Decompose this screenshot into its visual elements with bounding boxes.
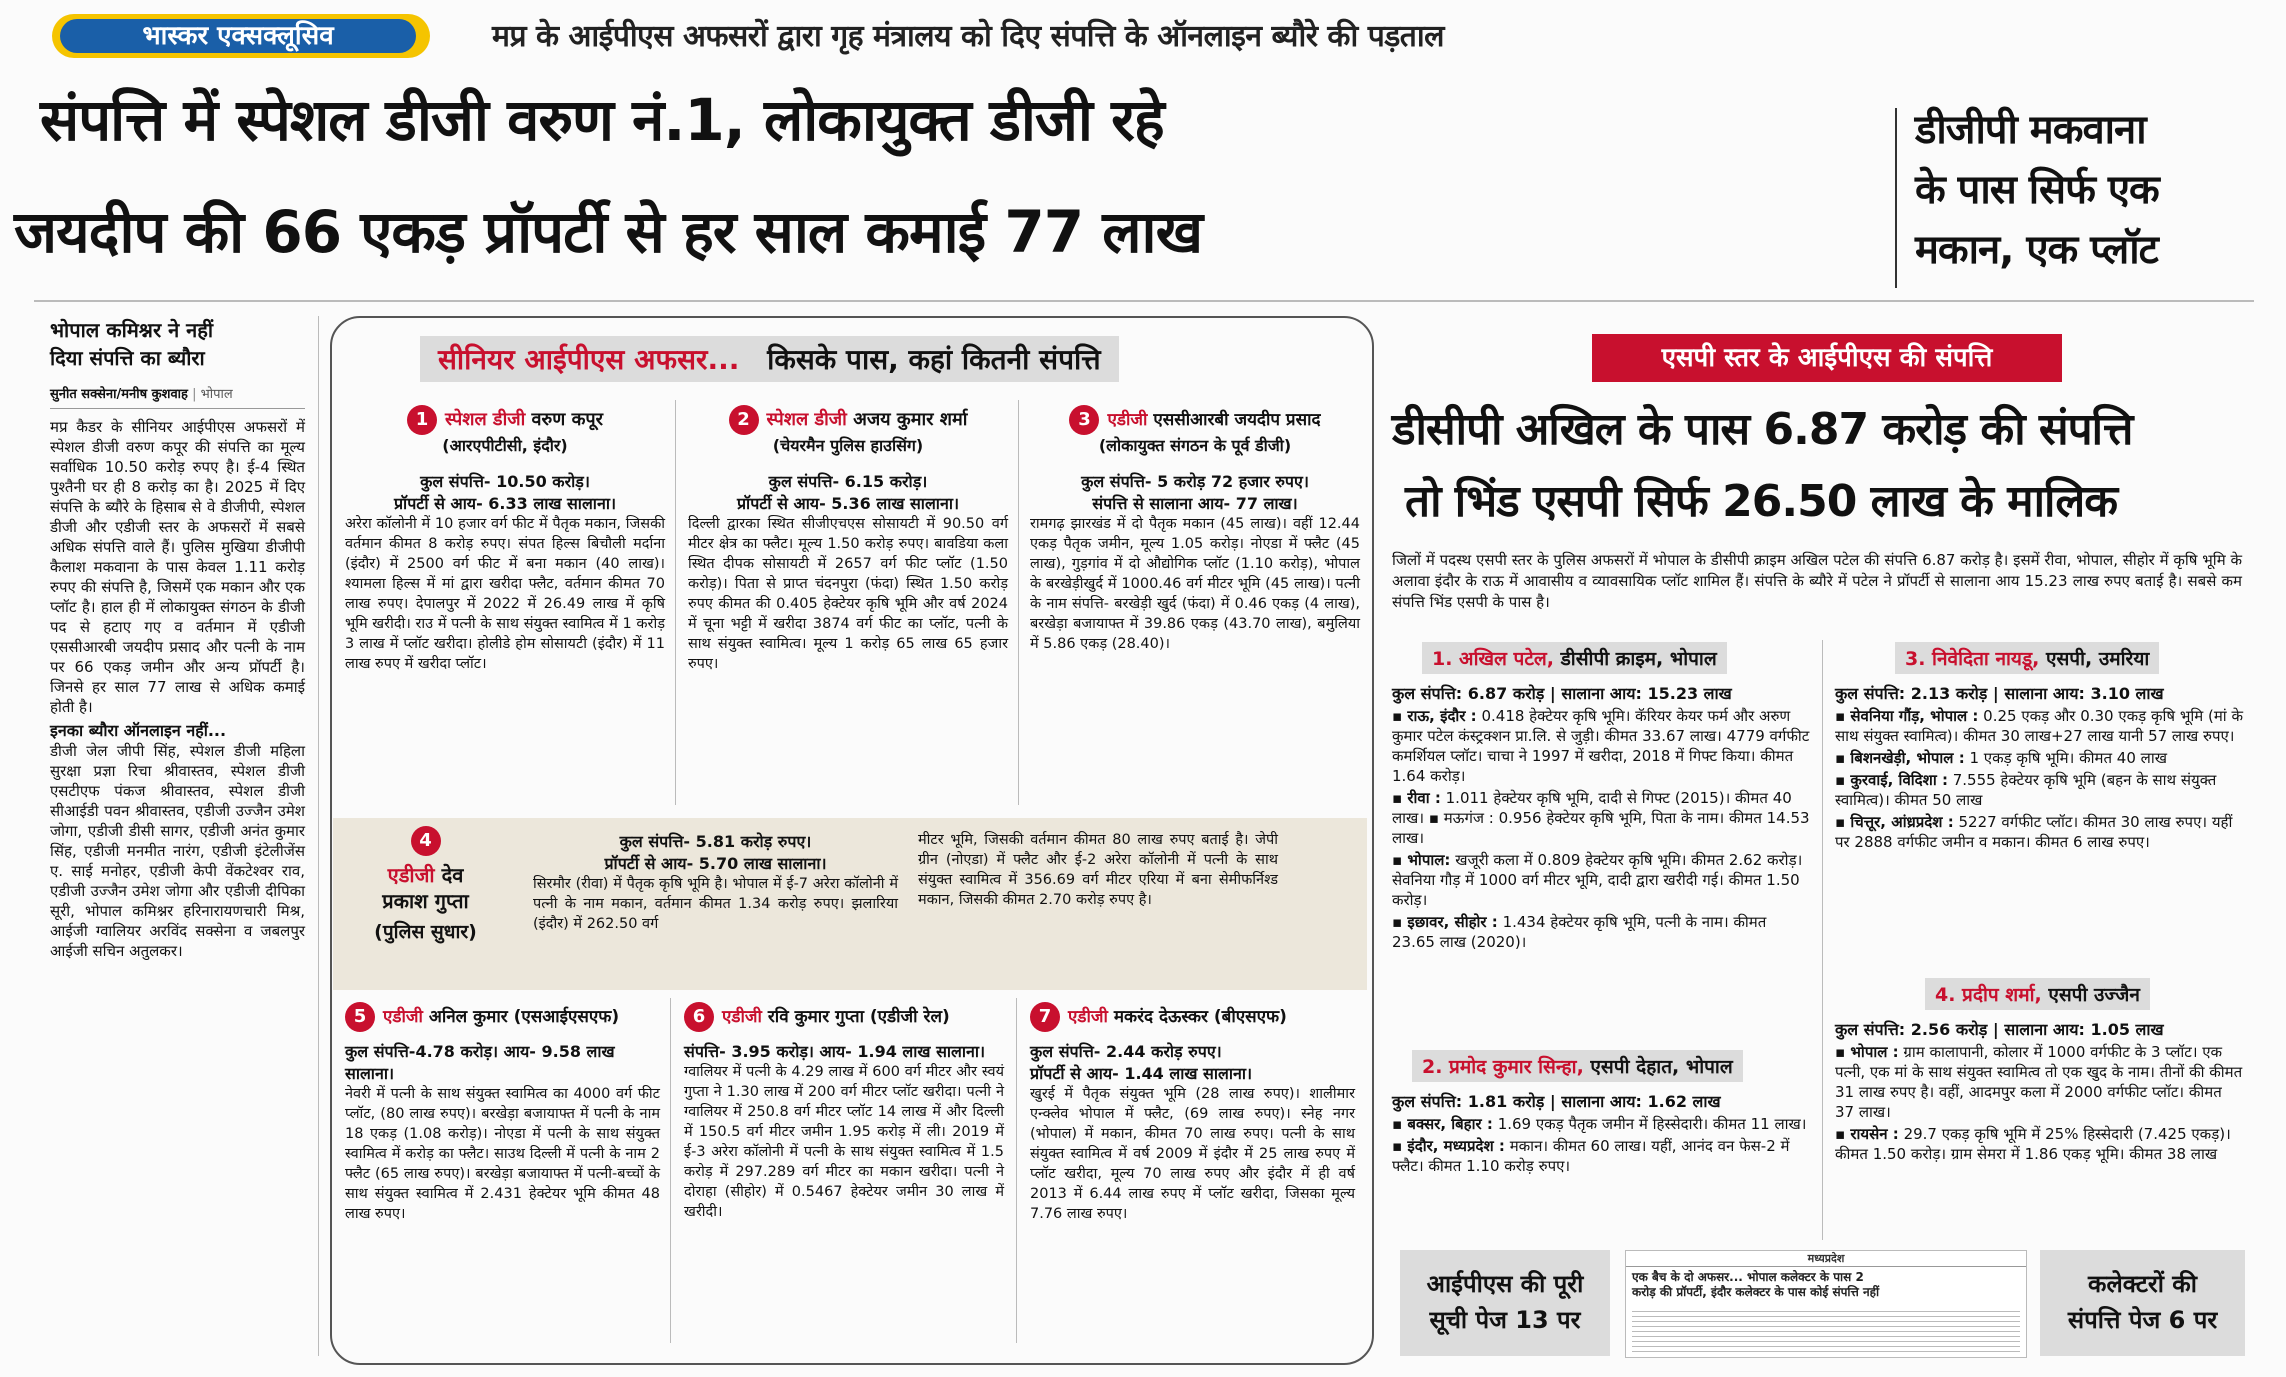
item-text: खजूरी कला में 0.809 हेक्टेयर कृषि भूमि। कीमत 2.62 करोड़। सेवनिया गौड़ में 1000 वर्ग मीटर भूमि, दादी द्वारा खरीदी गई। कीमत 1.50 करोड़।: [1392, 851, 1803, 909]
sp-officer-4-name: 4. प्रदीप शर्मा,: [1935, 984, 2042, 1006]
card-7-total: कुल संपत्ति- 2.44 करोड़ रुपए।: [1030, 1042, 1222, 1061]
item-place: ▪ भोपाल:: [1392, 851, 1450, 869]
item-place: ▪ भोपाल :: [1835, 1043, 1899, 1061]
footer-right-line-2: संपत्ति पेज 6 पर: [2067, 1306, 2218, 1334]
card-4-name-2: प्रकाश गुप्ता: [382, 889, 469, 913]
card-divider-3: [670, 998, 671, 1343]
left-story-title: [50, 316, 305, 372]
officer-card-3: [1030, 405, 1360, 654]
sp-officer-1-name: 1. अखिल पटेल,: [1432, 648, 1554, 670]
card-4-name-1: देव: [441, 863, 464, 887]
byline-separator: |: [192, 387, 197, 402]
card-7-title: [1030, 1002, 1355, 1032]
byline-authors: सुनीत सक्सेना/मनीष कुशवाह: [50, 387, 188, 402]
card-6-rank: एडीजी: [722, 1007, 762, 1027]
byline: [50, 384, 305, 409]
sp-officer-4: [1835, 978, 2245, 1166]
mini-page-headline: [1626, 1267, 2026, 1303]
card-2-title: [688, 405, 1008, 435]
card-5-body: नेवरी में पत्नी के साथ संयुक्त स्वामित्व का 4000 वर्ग फीट प्लॉट, (80 लाख रुपए)। बरखेड़ा बजायाफ्त में पत्नी के नाम 18 एकड़ (1.08 करोड़)। नोएडा में पत्नी के साथ संयुक्त स्वामित्व में करोड़ का फ्लैट। साउथ दिल्ली में पत्नी के नाम 2 फ्लैट (65 लाख रुपए)। बरखेड़ा बजायाफ्त में पत्नी-बच्चों के साथ संयुक्त स्वामित्व में 2.431 हेक्टेयर भूमि कीमत 48 लाख रुपए।: [345, 1086, 660, 1222]
card-1-body: अरेरा कॉलोनी में 10 हजार वर्ग फीट में पैतृक मकान, जिसकी वर्तमान कीमत 8 करोड़ रुपए। संपत हिल्स बिचौली मर्दाना (इंदौर) में 2500 वर्ग फीट में बना मकान (40 लाख)। श्यामला हिल्स में मां द्वारा खरीदा फ्लैट, वर्तमान कीमत 70 लाख रुपए। देपालपुर में 2022 में 26.49 लाख में कृषि भूमि खरीदी। राउ में पत्नी के साथ संयुक्त स्वामित्व में 1 करोड़ 3 लाख में प्लॉट खरीदा। होलीडे होम सोसायटी (इंदौर) में 11 लाख रुपए में खरीदा प्लॉट।: [345, 516, 665, 672]
sp-officer-3-item-4: [1835, 812, 2245, 852]
mini-page-headline-1: एक बैच के दो अफसर... भोपाल कलेक्टर के पास 2: [1632, 1270, 1864, 1284]
card-divider-2: [1018, 400, 1019, 805]
sp-officer-1-total: कुल संपत्ति: 6.87 करोड़ | सालाना आय: 15.23 लाख: [1392, 684, 1732, 703]
side-headline-line-2: के पास सिर्फ एक: [1915, 167, 2159, 213]
mini-page-label: मध्यप्रदेश: [1626, 1251, 2026, 1267]
card-2-body: दिल्ली द्वारका स्थित सीजीएचएस सोसायटी में 90.50 वर्ग मीटर क्षेत्र का फ्लैट। मूल्य 1.50 करोड़ रुपए। बावडिया कला स्थित दीपक सोसायटी में 2657 वर्ग फीट प्लॉट (1.50 करोड़)। पिता से प्राप्त चंदनपुरा (फंदा) स्थित 1.50 करोड़ रुपए कीमत की 0.405 हेक्टेयर कृषि भूमि और वर्ष 2024 में चूना भट्टी में खरीदा 3874 वर्ग फीट का प्लॉट, पत्नी के साथ संयुक्त स्वामित्व। मूल्य 1 करोड़ 65 लाख 65 हजार रुपए।: [688, 516, 1008, 672]
card-4-post: (पुलिस सुधार): [374, 921, 477, 943]
sp-officer-2-item-2: [1392, 1136, 1812, 1176]
item-place: ▪ बक्सर, बिहार :: [1392, 1115, 1493, 1133]
exclusive-badge-inner: [60, 19, 416, 53]
card-1-name: वरुण कपूर: [531, 409, 603, 430]
item-place: ▪ इछावर, सीहोर :: [1392, 913, 1498, 931]
sp-officer-3-item-2: [1835, 748, 2245, 768]
card-1-income: प्रॉपर्टी से आय- 6.33 लाख सालाना।: [393, 494, 617, 513]
top-rule: [34, 300, 2254, 302]
footer-left-box: [1400, 1250, 1610, 1356]
item-text: 7.555 हेक्टेयर कृषि भूमि (बहन के साथ संयुक्त स्वामित्व)। कीमत 50 लाख: [1835, 771, 2217, 809]
card-5-total: कुल संपत्ति-4.78 करोड़। आय- 9.58 लाख सालाना।: [345, 1042, 615, 1083]
card-7-number: 7: [1030, 1002, 1060, 1032]
card-6-name: रवि कुमार गुप्ता (एडीजी रेल): [767, 1007, 950, 1027]
sp-officer-4-item-2: [1835, 1124, 2245, 1164]
card-4-label: [343, 826, 508, 946]
item-place: ▪ बिशनखेड़ी, भोपाल :: [1835, 749, 1965, 767]
sp-officer-1-item-2: [1392, 788, 1812, 848]
card-3-total: कुल संपत्ति- 5 करोड़ 72 हजार रुपए।: [1081, 472, 1309, 491]
item-place: ▪ इंदौर, मध्यप्रदेश :: [1392, 1137, 1505, 1155]
item-place: ▪ सेवनिया गौंड़, भोपाल :: [1835, 707, 1978, 725]
sp-officer-1: [1392, 642, 1812, 954]
card-6-body: ग्वालियर में पत्नी के 4.29 लाख में 600 वर्ग मीटर और स्वयं गुप्ता ने 1.30 लाख में 200 वर्ग मीटर प्लॉट खरीदा। पत्नी ने ग्वालियर में 250.8 वर्ग मीटर प्लॉट 14 लाख में और दिल्ली में 150.5 वर्ग मीटर जमीन 1.95 करोड़ में ली। 2019 में ई-3 अरेरा कॉलोनी में पत्नी के साथ संयुक्त स्वामित्व में 1.5 करोड़ में 297.289 वर्ग मीटर का मकान खरीदा। पत्नी ने दोराहा (सीहोर) में 0.5467 हेक्टेयर जमीन 30 लाख में खरीदी।: [684, 1064, 1004, 1220]
footer-right-box: [2040, 1250, 2245, 1356]
card-6-title: [684, 1002, 1004, 1032]
sp-officer-3-head: [1895, 642, 2159, 674]
card-7-income: प्रॉपर्टी से आय- 1.44 लाख सालाना।: [1030, 1064, 1253, 1083]
senior-box-title-black: किसके पास, कहां कितनी संपत्ति: [767, 343, 1101, 376]
officer-card-2: [688, 405, 1008, 674]
side-headline-line-1: डीजीपी मकवाना: [1915, 107, 2146, 153]
sp-officer-2: [1392, 1050, 1812, 1178]
card-4-col-a: [533, 830, 898, 934]
sp-officer-2-head: [1412, 1050, 1743, 1082]
exclusive-badge-text: भास्कर एक्सक्लूसिव: [142, 21, 334, 51]
card-4-col-b: मीटर भूमि, जिसकी वर्तमान कीमत 80 लाख रुपए बताई है। जेपी ग्रीन (नोएडा) में फ्लैट और ई-2 अरेरा कॉलोनी में पत्नी के साथ संयुक्त स्वामित्व में 356.69 वर्ग मीटर एरिया में बना सेमीफर्निश्ड मकान, जिसकी कीमत 2.70 करोड़ रुपए है।: [918, 832, 1278, 908]
sp-officer-4-item-1: [1835, 1042, 2245, 1122]
sp-officer-3: [1835, 642, 2245, 854]
card-4-rank: एडीजी: [387, 863, 435, 887]
left-story-subhead: इनका ब्यौरा ऑनलाइन नहीं...: [50, 721, 227, 740]
sp-officer-1-item-3: [1392, 850, 1812, 910]
column-divider-left: [318, 316, 319, 1356]
card-3-number: 3: [1069, 405, 1099, 435]
sp-officer-4-head: [1925, 978, 2150, 1010]
card-1-post: (आरएपीटीसी, इंदौर): [442, 436, 568, 455]
card-3-rank: एडीजी: [1107, 410, 1148, 430]
sp-officer-2-name: 2. प्रमोद कुमार सिन्हा,: [1422, 1056, 1584, 1078]
sp-banner-text: एसपी स्तर के आईपीएस की संपत्ति: [1661, 343, 1993, 373]
footer-right-line-1: कलेक्टरों की: [2088, 1270, 2197, 1298]
item-place: ▪ कुरवाई, विदिशा :: [1835, 771, 1948, 789]
item-text: 1.434 हेक्टेयर कृषि भूमि, पत्नी के नाम। कीमत 23.65 लाख (2020)।: [1392, 913, 1767, 951]
sp-officer-3-item-1: [1835, 706, 2245, 746]
card-4-income: प्रॉपर्टी से आय- 5.70 लाख सालाना।: [604, 854, 827, 873]
card-3-name: एससीआरबी जयदीप प्रसाद: [1153, 410, 1321, 430]
sp-banner: [1592, 334, 2062, 382]
item-place: ▪ रीवा :: [1392, 789, 1441, 807]
item-text: 1.011 हेक्टेयर कृषि भूमि, दादी से गिफ्ट (2015)। कीमत 40 लाख। ▪ मऊगंज : 0.956 हेक्टेयर कृषि भूमि, पिता के नाम। कीमत 14.53 लाख।: [1392, 789, 1810, 847]
card-5-rank: एडीजी: [383, 1007, 423, 1027]
item-text: 5227 वर्गफीट प्लॉट। कीमत 30 लाख रुपए। यहीं पर 2888 वर्गफीट जमीन व मकान। कीमत 6 लाख रुपए।: [1835, 813, 2233, 851]
footer-left-line-2: सूची पेज 13 पर: [1429, 1306, 1581, 1334]
sp-officer-1-head: [1422, 642, 1727, 674]
sp-officer-2-post: एसपी देहात, भोपाल: [1590, 1056, 1733, 1078]
card-4-total: कुल संपत्ति- 5.81 करोड़ रुपए।: [619, 832, 812, 851]
sp-headline-line-1: डीसीपी अखिल के पास 6.87 करोड़ की संपत्ति: [1392, 404, 2133, 455]
card-1-title: [345, 405, 665, 435]
item-place: ▪ राऊ, इंदौर :: [1392, 707, 1477, 725]
card-7-name: मकरंद देऊस्कर (बीएसएफ): [1113, 1007, 1287, 1027]
sp-officer-3-total: कुल संपत्ति: 2.13 करोड़ | सालाना आय: 3.10 लाख: [1835, 684, 2164, 703]
sp-officer-2-item-1: [1392, 1114, 1812, 1134]
sp-officer-2-total: कुल संपत्ति: 1.81 करोड़ | सालाना आय: 1.62 लाख: [1392, 1092, 1721, 1111]
card-4-number: 4: [411, 826, 441, 856]
sp-officer-3-post: एसपी, उमरिया: [2045, 648, 2150, 670]
side-headline-line-3: मकान, एक प्लॉट: [1915, 227, 2158, 273]
senior-box-title: [420, 336, 1119, 382]
card-7-body: खुरई में पैतृक संयुक्त भूमि (28 लाख रुपए)। शालीमार एन्क्लेव भोपाल में फ्लैट, (69 लाख रुपए)। स्नेह नगर (भोपाल) में मकान, कीमत 70 लाख रुपए। पत्नी के साथ संयुक्त स्वामित्व में वर्ष 2009 में इंदौर में 25 लाख रुपए में प्लॉट खरीदा, मूल्य 70 लाख रुपए और इंदौर में ही वर्ष 2013 में 6.44 लाख रुपए में प्लॉट खरीदा, जिसका मूल्य 7.76 लाख रुपए।: [1030, 1086, 1355, 1222]
left-story-body-2: डीजी जेल जीपी सिंह, स्पेशल डीजी महिला सुरक्षा प्रज्ञा रिचा श्रीवास्तव, स्पेशल डीजी एसटीएफ पंकज श्रीवास्तव, स्पेशल डीजी सीआईडी पवन श्रीवास्तव, एडीजी उज्जैन उमेश जोगा, एडीजी डीसी सागर, एडीजी अनंत कुमार सिंह, एडीजी मनमीत नारंग, एडीजी इंटेलीजेंस ए. साई मनोहर, एडीजी केपी वेंकटेश्वर राव, एडीजी उज्जैन उमेश जोगा और एडीजी दीपिका सूरी, भोपाल कमिश्नर हरिनारायणचारी मिश्र, आईजी ग्वालियर अरविंद सक्सेना व जबलपुर आईजी सचिन अतुलकर।: [50, 742, 305, 960]
card-6-number: 6: [684, 1002, 714, 1032]
item-text: 29.7 एकड़ कृषि भूमि में 25% हिस्सेदारी (7.425 एकड़)। कीमत 1.50 करोड़। ग्राम सेमरा में 1.86 एकड़ भूमि। कीमत 38 लाख: [1835, 1125, 2231, 1163]
card-divider-1: [675, 400, 676, 805]
card-2-post: (चेयरमैन पुलिस हाउसिंग): [772, 436, 924, 455]
card-3-body: रामगढ़ झारखंड में दो पैतृक मकान (45 लाख)। वहीं 12.44 एकड़ पैतृक जमीन, मूल्य 1.05 करोड़। नोएडा में फ्लैट (45 लाख), गुड़गांव में दो औद्योगिक प्लॉट (1.10 करोड़), भोपाल के बरखेड़ीखुर्द में 1000.46 वर्ग मीटर भूमि (45 लाख)। पत्नी के नाम संपत्ति- बरखेड़ी खुर्द (फंदा) में 0.46 एकड़ (4 लाख), बरखेड़ा बजायाफ्त में 39.86 एकड़ (43.70 लाख), बमुलिया में 5.86 एकड़ (28.40)।: [1030, 516, 1360, 652]
card-3-post: (लोकायुक्त संगठन के पूर्व डीजी): [1098, 436, 1292, 455]
card-1-total: कुल संपत्ति- 10.50 करोड़।: [420, 472, 590, 491]
headline-line-2: जयदीप की 66 एकड़ प्रॉपर्टी से हर साल कमाई 77 लाख: [14, 198, 1203, 266]
card-5-title: [345, 1002, 660, 1032]
card-4-body-a: सिरमौर (रीवा) में पैतृक कृषि भूमि है। भोपाल में ई-7 अरेरा कॉलोनी में पत्नी के नाम मकान, वर्तमान कीमत 1.34 करोड़ रुपए। झलारिया (इंदौर) में 262.50 वर्ग: [533, 876, 898, 932]
sp-officer-1-item-1: [1392, 706, 1812, 786]
card-2-rank: स्पेशल डीजी: [766, 409, 847, 430]
senior-box-title-red: सीनियर आईपीएस अफसर...: [438, 343, 740, 376]
card-2-income: प्रॉपर्टी से आय- 5.36 लाख सालाना।: [736, 494, 960, 513]
card-divider-4: [1016, 998, 1017, 1343]
card-3-income: संपत्ति से सालाना आय- 77 लाख।: [1092, 494, 1298, 513]
left-story-body-1: मप्र कैडर के सीनियर आईपीएस अफसरों में स्पेशल डीजी वरुण कपूर की संपत्ति का मूल्य सर्वाधिक 10.50 करोड़ रुपए है। ई-4 स्थित पुश्तैनी घर ही 8 करोड़ का है। 2025 में दिए संपत्ति के ब्यौरे के हिसाब से वे डीजीपी, स्पेशल डीजी और एडीजी स्तर के अफसरों में सबसे अधिक संपत्ति वाले हैं। पुलिस मुखिया डीजीपी कैलाश मकवाना के पास केवल 1.11 करोड़ रुपए की संपत्ति है, जिसमें एक मकान और एक प्लॉट है। हाल ही में लोकायुक्त संगठन के डीजी पद से हटाए गए व वर्तमान में एडीजी एससीआरबी जयदीप प्रसाद और पत्नी के नाम पर 66 एकड़ जमीन और अन्य प्रॉपर्टी है। जिनसे हर साल 77 लाख से अधिक कमाई होती है।: [50, 418, 305, 716]
card-2-number: 2: [729, 405, 759, 435]
footer-left-line-1: आईपीएस की पूरी: [1426, 1270, 1584, 1298]
headline-line-1: संपत्ति में स्पेशल डीजी वरुण नं.1, लोकायुक्त डीजी रहे: [40, 86, 1164, 154]
mini-page-text-lines: [1632, 1307, 2020, 1355]
byline-place: भोपाल: [200, 387, 233, 402]
sp-officer-3-item-3: [1835, 770, 2245, 810]
sp-officer-4-total: कुल संपत्ति: 2.56 करोड़ | सालाना आय: 1.05 लाख: [1835, 1020, 2164, 1039]
officer-card-1: [345, 405, 665, 674]
item-text: 0.418 हेक्टेयर कृषि भूमि। कॅरियर केयर फर्म और अरुण कुमार पटेल कंस्ट्रक्शन प्रा.लि. से जुड़ी। कीमत 33.67 लाख। 4779 वर्गफीट कमर्शियल प्लॉट। चाचा ने 1997 में खरीदा, 2018 में गिफ्ट किया। कीमत 1.64 करोड़।: [1392, 707, 1810, 785]
mini-page-thumbnail: [1625, 1250, 2027, 1358]
sp-officer-1-post: डीसीपी क्राइम, भोपाल: [1560, 648, 1717, 670]
item-text: 1.69 एकड़ पैतृक जमीन में हिस्सेदारी। कीमत 11 लाख।: [1497, 1115, 1807, 1133]
sp-officer-4-post: एसपी उज्जैन: [2048, 984, 2140, 1006]
card-7-rank: एडीजी: [1068, 1007, 1108, 1027]
card-4-name-line-1: [343, 862, 508, 888]
item-place: ▪ चित्तूर, आंध्रप्रदेश :: [1835, 813, 1954, 831]
officer-card-5: [345, 1002, 660, 1224]
officer-card-6: [684, 1002, 1004, 1222]
item-text: 0.25 एकड़ और 0.30 एकड़ कृषि भूमि (मां के साथ संयुक्त स्वामित्व)। कीमत 30 लाख+27 लाख यानी 57 लाख रुपए।: [1835, 707, 2243, 745]
card-2-total: कुल संपत्ति- 6.15 करोड़।: [768, 472, 928, 491]
card-3-title: [1030, 405, 1360, 435]
exclusive-badge: [52, 14, 430, 58]
officer-card-4: [333, 818, 1367, 990]
side-headline: [1915, 100, 2159, 280]
left-story-title-line-1: भोपाल कमिश्नर ने नहीं: [50, 318, 214, 342]
card-5-number: 5: [345, 1002, 375, 1032]
headline-divider: [1895, 108, 1897, 288]
card-1-rank: स्पेशल डीजी: [445, 409, 526, 430]
card-5-name: अनिल कुमार (एसआईएसएफ): [428, 1007, 620, 1027]
sp-headline-line-2: तो भिंड एसपी सिर्फ 26.50 लाख के मालिक: [1405, 476, 2118, 527]
card-1-number: 1: [407, 405, 437, 435]
sp-column-divider: [1822, 640, 1823, 1240]
item-text: ग्राम कालापानी, कोलार में 1000 वर्गफीट के 3 प्लॉट। एक पत्नी, एक मां के साथ संयुक्त स्वामित्व तो एक खुद के नाम। तीनों की कीमत 31 लाख रुपए है। वहीं, आदमपुर कला में 2000 वर्गफीट प्लॉट। कीमत 37 लाख।: [1835, 1043, 2243, 1121]
officer-card-7: [1030, 1002, 1355, 1224]
item-text: मकान। कीमत 60 लाख। यहीं, आनंद वन फेस-2 में फ्लैट। कीमत 1.10 करोड़ रुपए।: [1392, 1137, 1790, 1175]
left-story: [50, 316, 305, 961]
sp-officer-1-item-4: [1392, 912, 1812, 952]
kicker: मप्र के आईपीएस अफसरों द्वारा गृह मंत्रालय को दिए संपत्ति के ऑनलाइन ब्यौरे की पड़ताल: [492, 19, 1444, 54]
left-story-title-line-2: दिया संपत्ति का ब्यौरा: [50, 346, 205, 370]
item-place: ▪ रायसेन :: [1835, 1125, 1899, 1143]
sp-officer-3-name: 3. निवेदिता नायडू,: [1905, 648, 2040, 670]
item-text: 1 एकड़ कृषि भूमि। कीमत 40 लाख: [1969, 749, 2167, 767]
sp-intro: जिलों में पदस्थ एसपी स्तर के पुलिस अफसरों में भोपाल के डीसीपी क्राइम अखिल पटेल की संपत्ति 6.87 करोड़ है। इसमें रीवा, भोपाल, सीहोर में कृषि भूमि के अलावा इंदौर के राऊ में आवासीय व व्यावसायिक प्लॉट शामिल हैं। संपत्ति के ब्यौरे में पटेल ने प्रॉपर्टी से सालाना आय 15.23 लाख रुपए बताई है। सबसे कम संपत्ति भिंड एसपी के पास है।: [1392, 551, 2242, 611]
mini-page-headline-2: करोड़ की प्रॉपर्टी, इंदौर कलेक्टर के पास कोई संपत्ति नहीं: [1632, 1285, 1880, 1299]
card-2-name: अजय कुमार शर्मा: [853, 409, 968, 430]
card-6-total: संपत्ति- 3.95 करोड़। आय- 1.94 लाख सालाना।: [684, 1042, 986, 1061]
